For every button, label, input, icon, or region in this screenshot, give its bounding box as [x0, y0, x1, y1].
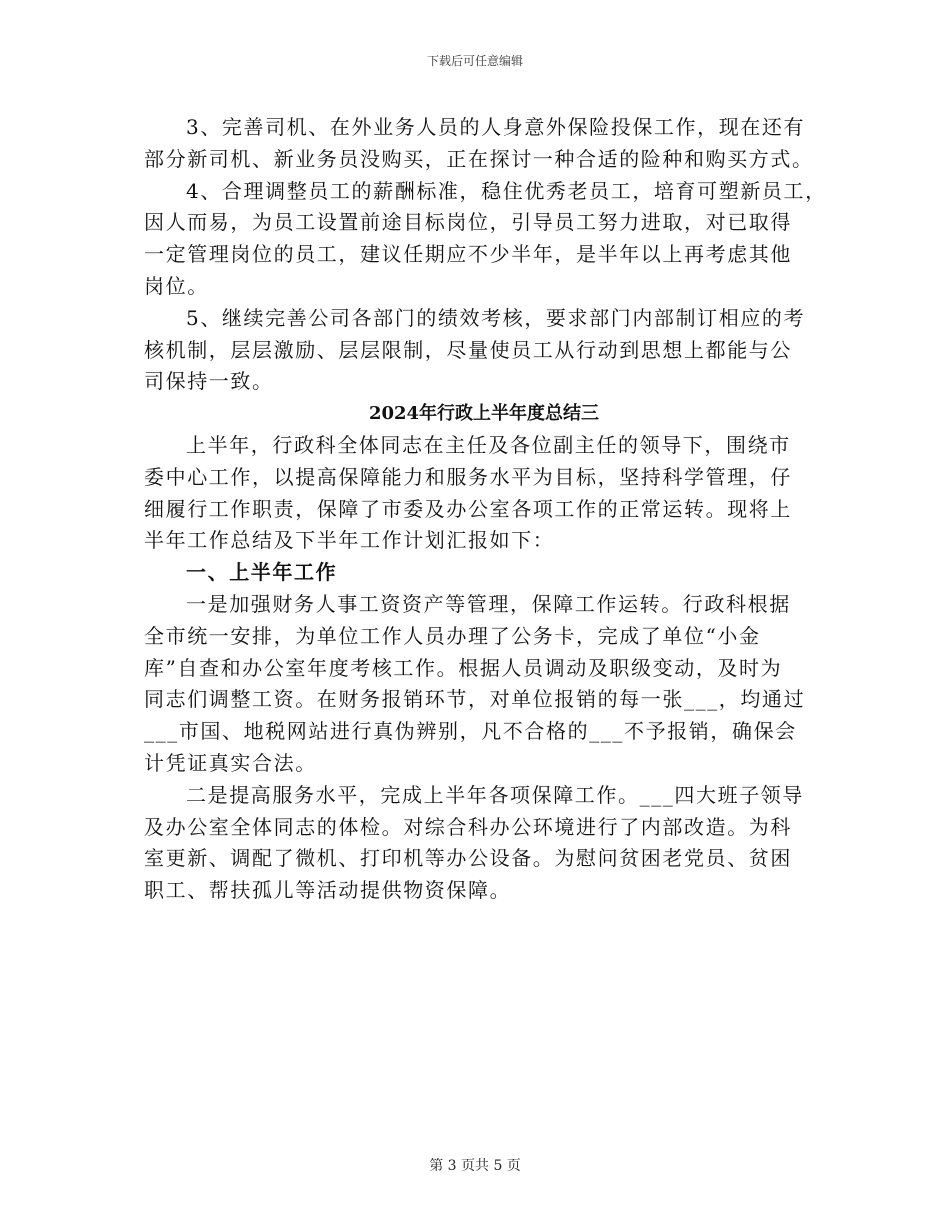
paragraph-line: 上半年，行政科全体同志在主任及各位副主任的领导下，围绕市 [186, 432, 791, 457]
paragraph-line: 同志们调整工资。在财务报销环节，对单位报销的每一张___，均通过 [144, 687, 806, 712]
paragraph-line: 一是加强财务人事工资资产等管理，保障工作运转。行政科根据 [186, 591, 791, 616]
paragraph-line: 4、合理调整员工的薪酬标准，稳住优秀老员工，培育可塑新员工， [186, 178, 827, 203]
page-header: 下载后可任意编辑 [426, 54, 523, 68]
paragraph-line: 二是提高服务水平，完成上半年各项保障工作。___四大班子领导 [186, 782, 804, 807]
paragraph-line: 半年工作总结及下半年工作计划汇报如下： [144, 528, 555, 553]
paragraph-line: 室更新、调配了微机、打印机等办公设备。为慰问贫困老党员、贫困 [144, 846, 792, 871]
paragraph-line: 因人而易，为员工设置前途目标岗位，引导员工努力进取，对已取得 [144, 210, 792, 235]
paragraph-line: 5、继续完善公司各部门的绩效考核，要求部门内部制订相应的考 [186, 305, 806, 330]
paragraph-line: 岗位。 [144, 273, 209, 298]
section-title: 2024年行政上半年度总结三 [368, 403, 600, 425]
paragraph-line: 职工、帮扶孤儿等活动提供物资保障。 [144, 878, 512, 903]
paragraph-line: 细履行工作职责，保障了市委及办公室各项工作的正常运转。现将上 [144, 496, 792, 521]
paragraph-line: 3、完善司机、在外业务人员的人身意外保险投保工作，现在还有 [186, 115, 806, 139]
paragraph-line: 核机制，层层激励、层层限制，尽量使员工从行动到思想上都能与公 [144, 337, 792, 362]
paragraph-line: 部分新司机、新业务员没购买，正在探讨一种合适的险种和购买方式。 [144, 146, 814, 171]
paragraph-line: 计凭证真实合法。 [144, 750, 317, 775]
paragraph-line: 及办公室全体同志的体检。对综合科办公环境进行了内部改造。为科 [144, 814, 792, 839]
document-body [144, 112, 827, 907]
paragraph-line: 委中心工作，以提高保障能力和服务水平为目标，坚持科学管理，仔 [144, 464, 792, 489]
paragraph-line: 库”自查和办公室年度考核工作。根据人员调动及职级变动，及时为 [144, 655, 783, 680]
paragraph-line: 一定管理岗位的员工，建议任期应不少半年，是半年以上再考虑其他 [144, 242, 792, 267]
page-footer: 第 3 页共 5 页 [429, 1158, 521, 1174]
subsection-heading: 一、上半年工作 [186, 560, 338, 585]
paragraph-line: 全市统一安排，为单位工作人员办理了公务卡，完成了单位“小金 [144, 623, 761, 648]
paragraph-line: 司保持一致。 [144, 369, 274, 394]
paragraph-line: ___市国、地税网站进行真伪辨别，凡不合格的___不予报销，确保会 [144, 719, 797, 744]
